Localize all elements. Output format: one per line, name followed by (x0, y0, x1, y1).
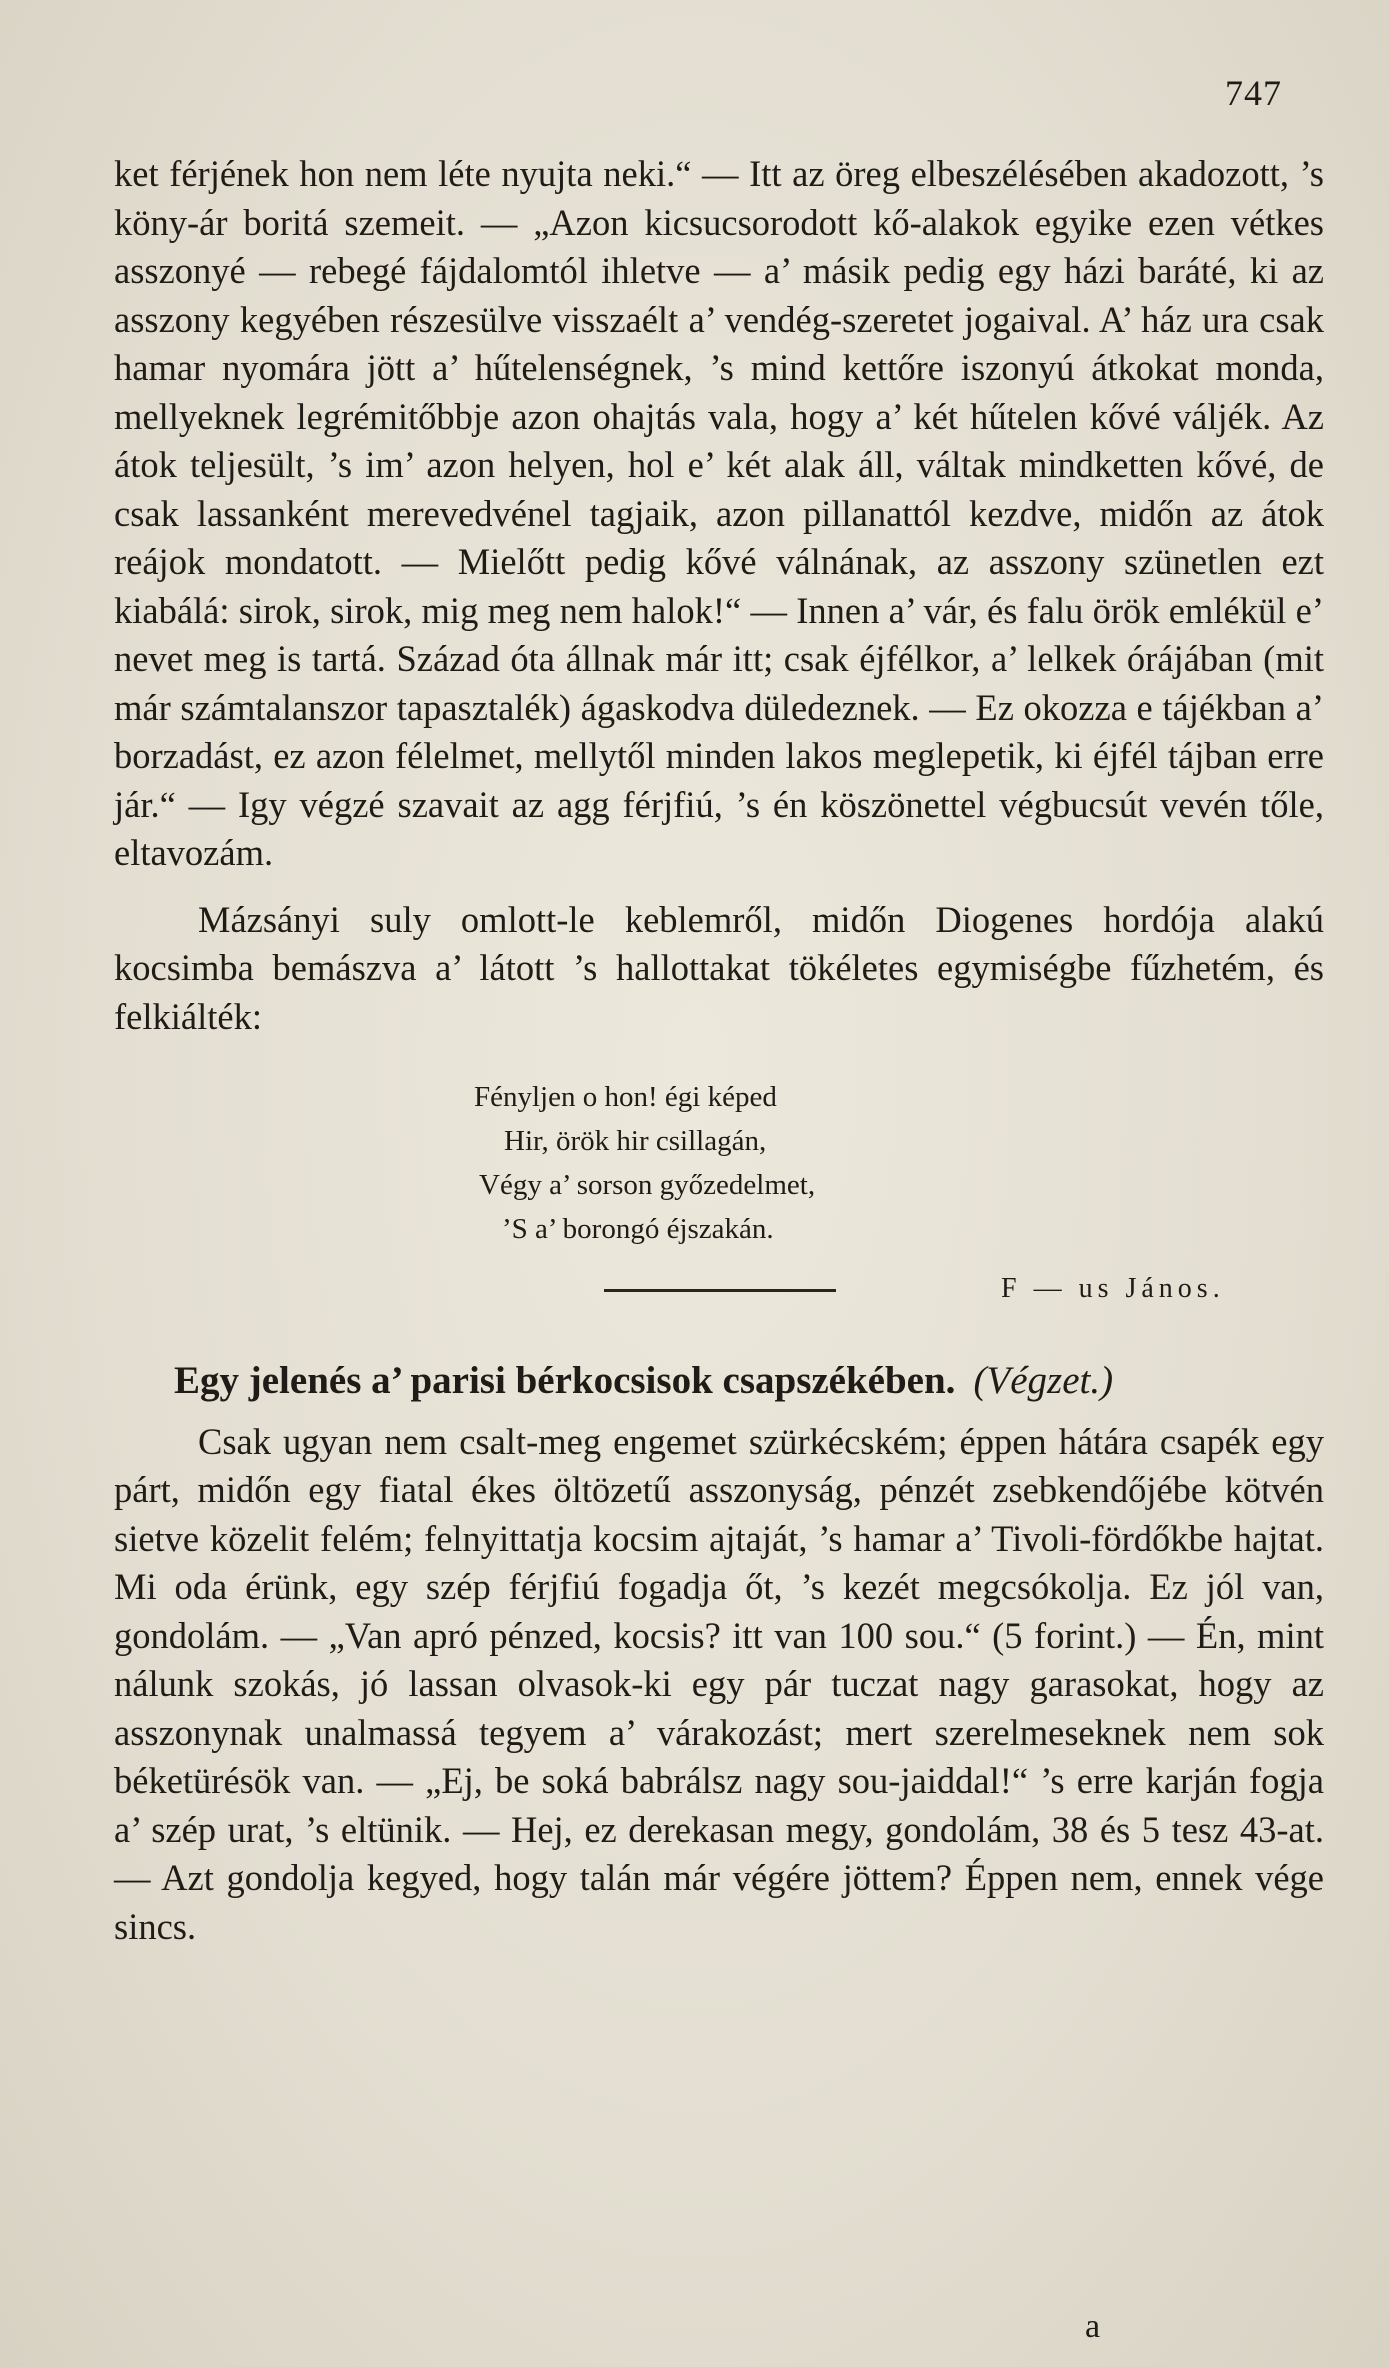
poem-line: Fényljen o hon! égi képed (474, 1081, 777, 1113)
author-signature: F — us János. (1001, 1273, 1225, 1304)
poem-line: ’S a’ borongó éjszakán. (502, 1213, 774, 1245)
second-paragraph: Mázsányi suly omlott-le keblemről, midőn Diogenes hordója alakú kocsimba bemászva a’ látott ’s hallottakat tökéletes egymiségbe fűzhetém, és felkiálték: (114, 898, 1324, 1037)
page-body (114, 150, 1324, 1951)
signature-mark: a (1085, 2308, 1101, 2345)
poem-line: Hir, örök hir csillagán, (504, 1125, 767, 1157)
poem-line: Végy a’ sorson győzedelmet, (479, 1169, 816, 1201)
signature-row (114, 1255, 1324, 1315)
separator-rule (604, 1289, 836, 1292)
section-heading (174, 1357, 1324, 1406)
section-title: Egy jelenés a’ parisi bérkocsisok csapszékében. (174, 1359, 956, 1402)
paragraph-gap (114, 878, 1324, 896)
third-paragraph: Csak ugyan nem csalt-meg engemet szürkécském; éppen hátára csapék egy párt, midőn egy fiatal ékes öltözetű asszonyság, pénzét zsebkendőjébe kötvén sietve közelit felém; felnyittatja kocsim ajtaját, ’s hamar a’ Tivoli-fördőkbe hajtat. Mi oda érünk, egy szép férjfiú fogadja őt, ’s kezét megcsókolja. Ez jól van, gondolám. — „Van apró pénzed, kocsis? itt van 100 sou.“ (5 forint.) — Én, mint nálunk szokás, jó lassan olvasok-ki egy pár tuczat nagy garasokat, hogy az asszonynak unalmassá tegyem a’ várakozást; mert szerelmeseknek nem sok béketürésök van. — „Ej, be soká babrálsz nagy sou-jaiddal!“ ’s erre karján fogja a’ szép urat, ’s eltünik. — Hej, ez derekasan megy, gondolám, 38 és 5 tesz 43-at. — Azt gondolja kegyed, hogy talán már végére jöttem? Éppen nem, ennek vége sincs. (114, 1420, 1324, 1947)
opening-paragraph: ket férjének hon nem léte nyujta neki.“ — Itt az öreg elbeszélésében akadozott, ’s köny-ár boritá szemeit. — „Azon kicsucsorodott kő-alakok egyike ezen vétkes asszonyé — rebegé fájdalomtól ihletve — a’ másik pedig egy házi baráté, ki az asszony kegyében részesülve visszaélt a’ vendég-szeretet jogaival. A’ ház ura csak hamar nyomára jött a’ hűtelenségnek, ’s mind kettőre iszonyú átkokat monda, mellyeknek legrémitőbbje azon ohajtás vala, hogy a’ két hűtelen kővé váljék. Az átok teljesült, ’s im’ azon helyen, hol e’ két alak áll, váltak mindketten kővé, de csak lassanként merevedvénel tagjaik, azon pillanattól kezdve, midőn az átok reájok mondatott. — Mielőtt pedig kővé válnának, az asszony szünetlen ezt kiabálá: sirok, sirok, mig meg nem halok!“ — Innen a’ vár, és falu örök emlékül e’ nevet meg is tartá. Század óta állnak már itt; csak éjfélkor, a’ lelkek órájában (mit már számtalanszor tapasztalék) ágaskodva düledeznek. — Ez okozza e tájékban a’ borzadást, ez azon félelmet, mellytől minden lakos meglepetik, ki éjfél tájban erre jár.“ — Igy végzé szavait az agg férjfiú, ’s én köszönettel végbucsút vevén tőle, eltavozám. (114, 153, 1324, 873)
page-number: 747 (1225, 73, 1282, 113)
poem-stanza (474, 1075, 1324, 1251)
section-tag: (Végzet.) (973, 1359, 1114, 1402)
